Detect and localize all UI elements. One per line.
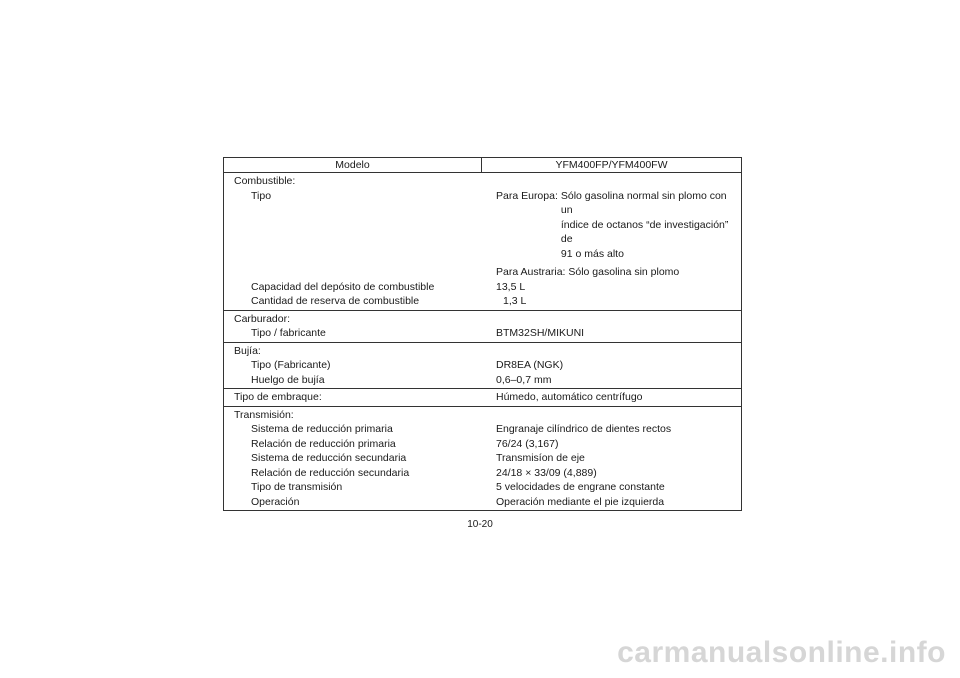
transmission-row-label: Operación [251, 495, 300, 508]
spark-plug-gap-label: Huelgo de bujía [251, 373, 325, 386]
fuel-type-label: Tipo [251, 189, 272, 202]
header-model-label: Modelo [224, 158, 482, 172]
spark-plug-type-label: Tipo (Fabricante) [251, 359, 331, 371]
transmission-row-label: Sistema de reducción secundaria [251, 452, 407, 464]
clutch-type-value: Húmedo, automático centrífugo [496, 391, 643, 403]
section-combustible [224, 173, 741, 311]
carburador-title: Carburador: [234, 312, 291, 325]
page-number: 10-20 [467, 519, 493, 530]
transmission-row-value: 5 velocidades de engrane constante [496, 481, 665, 493]
combustible-title: Combustible: [234, 175, 296, 187]
europe-line-1: Sólo gasolina normal sin plomo con un [560, 189, 727, 216]
transmission-row-label: Tipo de transmisión [251, 481, 343, 493]
section-embrague [224, 389, 741, 407]
transmission-row-value: Operación mediante el pie izquierda [496, 495, 665, 508]
header-model-value: YFM400FP/YFM400FW [555, 159, 668, 171]
section-carburador [224, 311, 741, 343]
transmission-row-value: 76/24 (3,167) [496, 437, 559, 450]
transmission-row-value: Engranaje cilíndrico de dientes rectos [496, 423, 672, 435]
europe-prefix: Para Europa: [496, 189, 558, 202]
carburetor-type-value: BTM32SH/MIKUNI [496, 327, 585, 339]
tank-capacity-value: 13,5 L [496, 280, 526, 293]
transmision-title: Transmisión: [234, 408, 294, 421]
fuel-reserve-label: Cantidad de reserva de combustible [251, 295, 420, 307]
spec-table [223, 157, 742, 511]
spark-plug-gap-value: 0,6–0,7 mm [496, 373, 552, 386]
transmission-row-value: Transmisíon de eje [496, 452, 585, 464]
transmission-row-label: Relación de reducción secundaria [251, 466, 410, 479]
carburetor-type-label: Tipo / fabricante [251, 327, 326, 339]
transmission-row-label: Sistema de reducción primaria [251, 423, 393, 435]
table-header [224, 158, 741, 173]
tank-capacity-label: Capacidad del depósito de combustible [251, 280, 435, 293]
fuel-type-europe [496, 189, 741, 262]
transmission-row-label: Relación de reducción primaria [251, 437, 396, 450]
section-transmision [224, 407, 741, 511]
transmission-row-value: 24/18 × 33/09 (4,889) [496, 466, 597, 479]
fuel-reserve-value: 1,3 L [503, 295, 527, 307]
bujia-title: Bujía: [234, 344, 261, 357]
clutch-type-label: Tipo de embraque: [234, 391, 322, 403]
spark-plug-type-value: DR8EA (NGK) [496, 359, 564, 371]
europe-line-3: 91 o más alto [560, 247, 624, 260]
fuel-type-austria: Para Austraria: Sólo gasolina sin plomo [496, 266, 680, 278]
section-bujia [224, 343, 741, 390]
europe-line-2: índice de octanos “de investigación” de [560, 218, 729, 245]
watermark-text: carmanualsonline.info [617, 636, 946, 669]
